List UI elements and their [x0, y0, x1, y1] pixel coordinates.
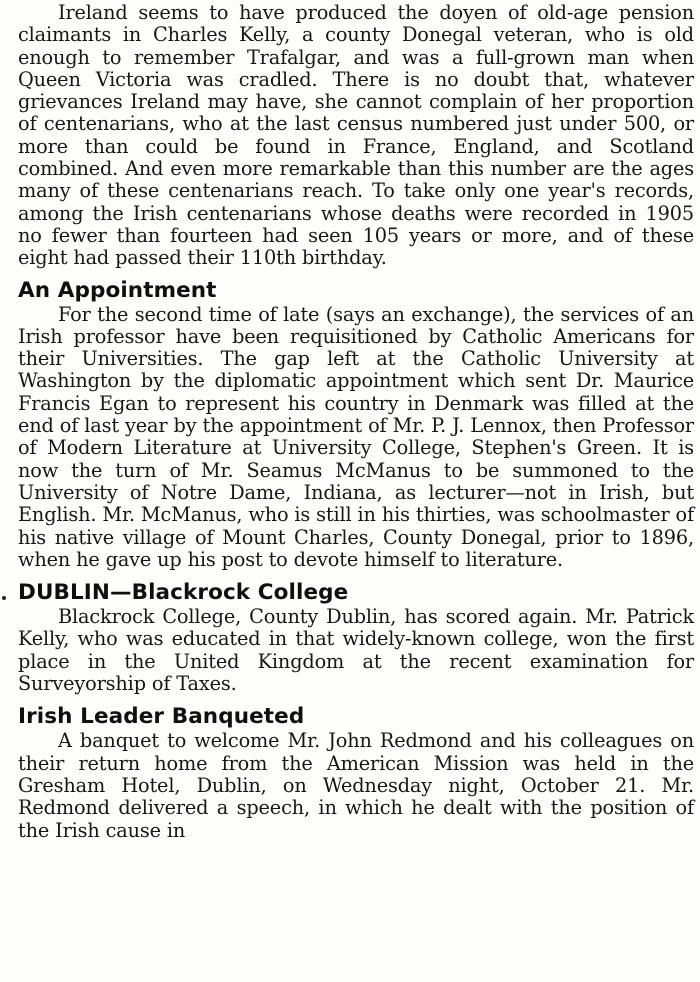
section-heading-blackrock: DUBLIN—Blackrock College — [18, 580, 349, 606]
section-body-appointment: For the second time of late (says an exchange), the services of an Irish professor have been requisitioned by Catholic Americans for their Universities. The gap left at the Catholic University at Washington by the diplomatic appointment which sent Dr. Maurice Francis Egan to represent his country in Denmark was filled at the end of last year by the appointment of Mr. P. J. Lennox, then Professor of Modern Literature at University College, Stephen's Green. It is now the turn of Mr. Seamus McManus to be summoned to the University of Notre Dame, Indiana, as lecturer—not in Irish, but English. Mr. McManus, who is still in his thirties, was schoolmaster of his native village of Mount Charles, County Donegal, prior to 1896, when he gave up his post to devote himself to literature. — [18, 302, 694, 571]
intro-paragraph: Ireland seems to have produced the doyen of old-age pension claimants in Charles Kelly, a county Donegal veteran, who is old enough to remember Trafalgar, and was a full-grown man when Queen Victoria was cradled. There is no doubt that, whatever grievances Ireland may have, she cannot complain of her proportion of centenarians, who at the last census numbered just under 500, or more than could be found in France, England, and Scotland combined. And even more remarkable than this number are the ages many of these centenarians reach. To take only one year's records, among the Irish centenarians whose deaths were recorded in 1905 no fewer than fourteen had seen 105 years or more, and of these eight had passed their 110th birthday. — [18, 1, 694, 270]
section-body-blackrock: Blackrock College, County Dublin, has scored again. Mr. Patrick Kelly, who was educated in that widely-known college, won the first place in the United Kingdom at the recent examination for Surveyorship of Taxes. — [18, 605, 694, 696]
section-heading-banquet: Irish Leader Banqueted — [18, 704, 305, 730]
article-column — [18, 0, 694, 842]
section-heading-appointment: An Appointment — [18, 277, 217, 303]
section-body-banquet: A banquet to welcome Mr. John Redmond and his colleagues on their return home from the American Mission was held in the Gresham Hotel, Dublin, on Wednesday night, October 21. Mr. Redmond delivered a speech, in which he dealt with the position of the Irish cause in — [18, 729, 694, 842]
print-speck — [2, 596, 6, 600]
